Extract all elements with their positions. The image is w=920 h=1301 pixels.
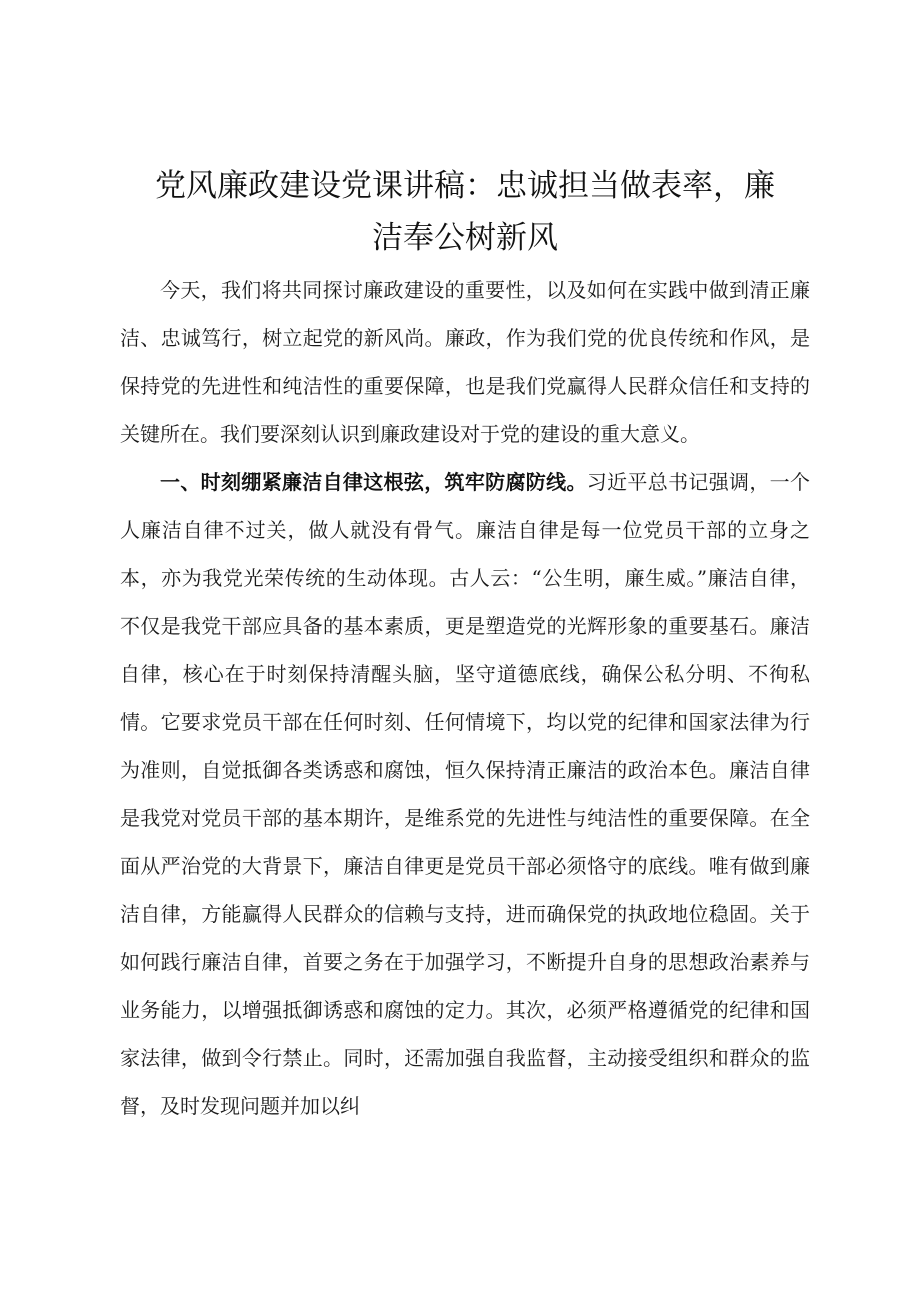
document-title	[120, 160, 810, 264]
section-heading: 一、时刻绷紧廉洁自律这根弦，筑牢防腐防线。	[160, 470, 587, 494]
paragraph-section-1	[120, 458, 810, 1130]
title-line-1: 党风廉政建设党课讲稿：忠诚担当做表率，廉	[155, 168, 775, 204]
document-body	[120, 266, 810, 1130]
paragraph-text: 习近平总书记强调，一个人廉洁自律不过关，做人就没有骨气。廉洁自律是每一位党员干部的立身之本，亦为我党光荣传统的生动体现。古人云：“公生明，廉生威。”廉洁自律，不仅是我党干部应具备的基本素质，更是塑造党的光辉形象的重要基石。廉洁自律，核心在于时刻保持清醒头脑，坚守道德底线，确保公私分明、不徇私情。它要求党员干部在任何时刻、任何情境下，均以党的纪律和国家法律为行为准则，自觉抵御各类诱惑和腐蚀，恒久保持清正廉洁的政治本色。廉洁自律是我党对党员干部的基本期许，是维系党的先进性与纯洁性的重要保障。在全面从严治党的大背景下，廉洁自律更是党员干部必须恪守的底线。唯有做到廉洁自律，方能赢得人民群众的信赖与支持，进而确保党的执政地位稳固。关于如何践行廉洁自律，首要之务在于加强学习，不断提升自身的思想政治素养与业务能力，以增强抵御诱惑和腐蚀的定力。其次，必须严格遵循党的纪律和国家法律，做到令行禁止。同时，还需加强自我监督，主动接受组织和群众的监督，及时发现问题并加以纠	[120, 470, 811, 1118]
paragraph-text: 今天，我们将共同探讨廉政建设的重要性，以及如何在实践中做到清正廉洁、忠诚笃行，树立起党的新风尚。廉政，作为我们党的优良传统和作风，是保持党的先进性和纯洁性的重要保障，也是我们党赢得人民群众信任和支持的关键所在。我们要深刻认识到廉政建设对于党的建设的重大意义。	[120, 278, 810, 446]
title-line-2: 洁奉公树新风	[372, 220, 558, 256]
paragraph-intro	[120, 266, 810, 458]
